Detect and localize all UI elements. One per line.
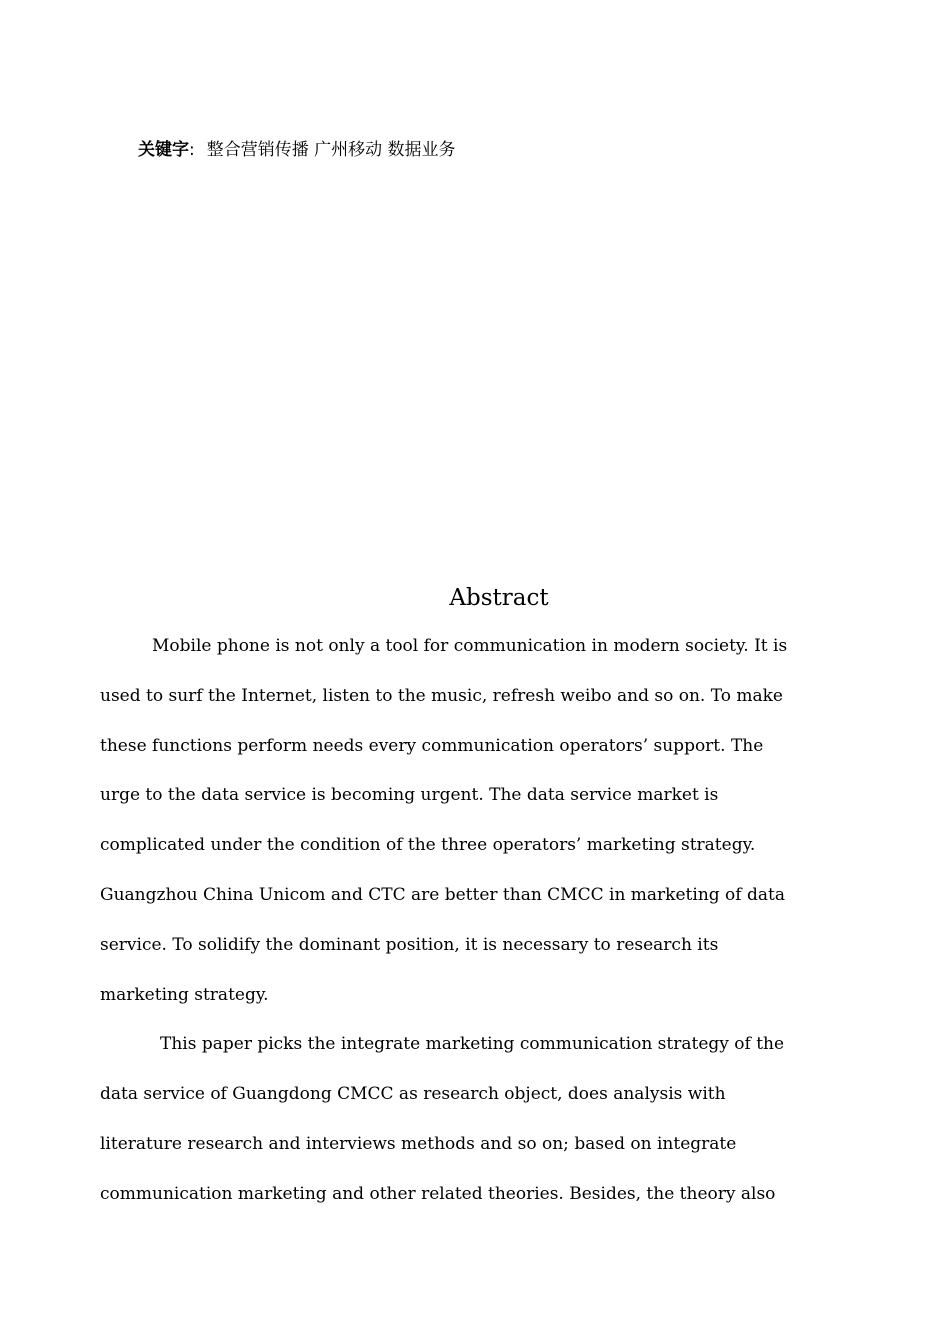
abstract-line: communication marketing and other related theories. Besides, the theory also: [100, 1183, 776, 1204]
keywords-terms: 整合营销传播 广州移动 数据业务: [206, 140, 456, 160]
abstract-line: This paper picks the integrate marketing communication strategy of the: [160, 1034, 785, 1055]
abstract-line: service. To solidify the dominant position, it is necessary to research its: [100, 934, 719, 955]
abstract-line: marketing strategy.: [100, 984, 269, 1005]
abstract-line: Guangzhou China Unicom and CTC are better than CMCC in marketing of data: [100, 884, 785, 905]
abstract-line: literature research and interviews methods and so on; based on integrate: [100, 1133, 737, 1154]
abstract-heading: Abstract: [449, 585, 549, 611]
keywords-label: 关键字: [138, 140, 189, 160]
abstract-body: [100, 622, 860, 1220]
abstract-line: used to surf the Internet, listen to the music, refresh weibo and so on. To make: [100, 685, 783, 706]
abstract-line: complicated under the condition of the three operators’ marketing strategy.: [100, 835, 756, 856]
abstract-line: data service of Guangdong CMCC as research object, does analysis with: [100, 1084, 726, 1105]
abstract-line: these functions perform needs every communication operators’ support. The: [100, 735, 764, 756]
keywords-line: [138, 136, 456, 164]
keywords-separator: :: [189, 140, 195, 160]
abstract-line: urge to the data service is becoming urgent. The data service market is: [100, 785, 719, 806]
abstract-line: Mobile phone is not only a tool for communication in modern society. It is: [152, 636, 788, 656]
